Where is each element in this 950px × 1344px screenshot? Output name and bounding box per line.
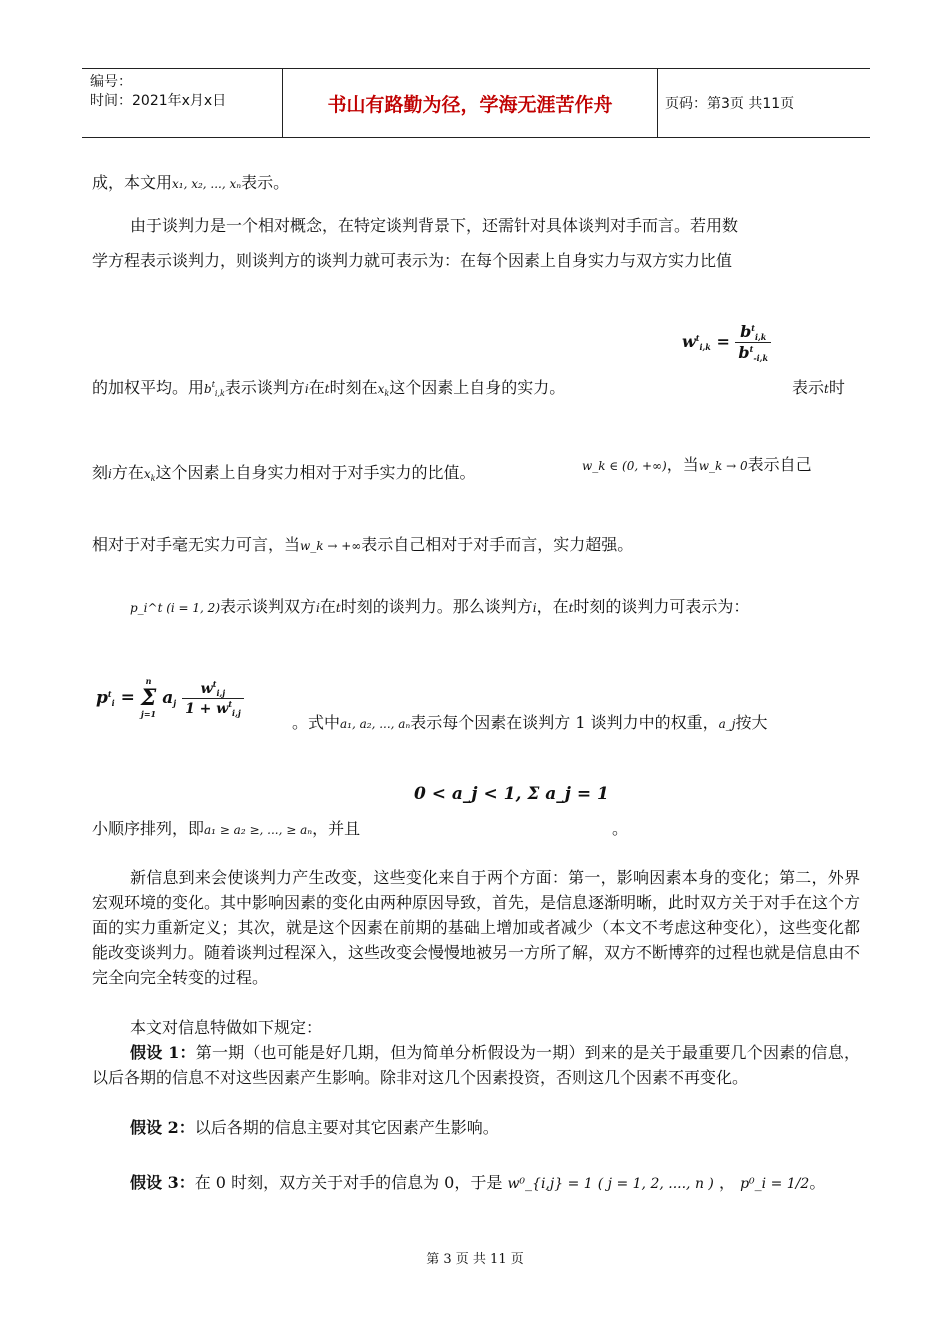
text-line-4: 的加权平均。用$b^t_{i,k}$表示谈判方i在t时刻在$x_k$这个因素上自身的实力。: [92, 378, 566, 398]
paragraph-info: 新信息到来会使谈判力产生改变，这些变化来自于两个方面：第一，影响因素本身的变化；第二，外界宏观环境的变化。其中影响因素的变化由两种原因导致，首先，是信息逐渐明晰，此时双方关于对手在这个方面的实力重新定义；其次，就是这个因素在前期的基础上增加或者减少（本文不考虑这种变化），这些变化都能改变谈判力。随着谈判过程深入，这些改变会慢慢地被另一方所了解，双方不断博弈的过程也就是信息由不完全向完全转变的过程。: [92, 868, 861, 987]
text-line-9: 小顺序排列，即a₁ ≥ a₂ ≥, ..., ≥ aₙ，并且: [92, 819, 361, 838]
formula-w0: w⁰_{i,j} = 1: [507, 1176, 593, 1192]
time-label: 时间：2021年x月x日: [90, 93, 227, 109]
text-line-5: 刻i方在$x_k$这个因素上自身实力相对于对手实力的比值。: [92, 463, 476, 483]
text-line-7: p_i^t (i = 1, 2)表示谈判双方i在t时刻的谈判力。那么谈判方i，在t时刻的谈判力可表示为：: [130, 597, 750, 616]
formula-w-range: w_k ∈ (0, +∞): [582, 459, 667, 473]
formula-a-order: a₁ ≥ a₂ ≥, ..., ≥ aₙ: [204, 823, 313, 837]
formula-w-to-inf: w_k → +∞: [300, 539, 362, 553]
paragraph-rule: 本文对信息特做如下规定：: [130, 1018, 323, 1037]
formula-condition: 0 < a_j < 1, Σ a_j = 1: [414, 784, 609, 804]
formula-p-def: p_i^t (i = 1, 2): [130, 601, 220, 615]
text-line-8: 。式中a₁, a₂, ..., aₙ表示每个因素在谈判方 1 谈判力中的权重，a_j按大: [292, 713, 768, 732]
formula-w-to-zero: w_k → 0: [698, 459, 748, 473]
formula-w-ratio: $w^t_{i,k}$ = $\frac{b^t_{i,k}}{b^t_{-i,k}}$: [682, 322, 771, 363]
page-footer: 第 3 页 共 11 页: [426, 1252, 524, 1267]
formula-b-var: $b^t_{i,k}$: [204, 380, 225, 398]
formula-p-sum: $p^t_i$ = n Σ j=1 $a_j$ $\frac{w^t_{i,j}}{1 + w^t_{i,j}}$: [96, 676, 244, 720]
assumption-2: 假设 2：以后各期的信息主要对其它因素产生影响。: [130, 1118, 499, 1137]
page-header: [82, 68, 870, 138]
text-line-5b: w_k ∈ (0, +∞)，当w_k → 0表示自己: [582, 455, 812, 474]
formula-a-list: a₁, a₂, ..., aₙ: [340, 717, 411, 731]
formula-p0: p⁰_i = 1/2: [740, 1176, 810, 1192]
text-line-3: 学方程表示谈判力，则谈判方的谈判力就可表示为：在每个因素上自身实力与双方实力比值: [92, 251, 733, 270]
serial-label: 编号：: [90, 74, 132, 90]
text-line-2: 由于谈判力是一个相对概念，在特定谈判背景下，还需针对具体谈判对手而言。若用数: [130, 216, 739, 235]
formula-j-range: ( j = 1, 2, ...., n ): [597, 1176, 714, 1192]
text-line-1: 成，本文用x₁, x₂, ..., xₙ表示。: [92, 173, 290, 192]
assumption-3: 假设 3：在 0 时刻，双方关于对手的信息为 0，于是 w⁰_{i,j} = 1 ( j = 1, 2, ...., n ) ， p⁰_i = 1/2。: [130, 1173, 826, 1192]
header-meta: [82, 69, 282, 141]
assumption-1: 假设 1：第一期（也可能是好几期，但为简单分析假设为一期）到来的是关于最重要几个因素的信息，以后各期的信息不对这些因素产生影响。除非对这几个因素投资，否则这几个因素不再变化。: [92, 1043, 860, 1087]
text-line-4b: 表示t时: [792, 378, 845, 397]
header-page: 页码：第3页 共11页: [665, 96, 795, 112]
text-line-6: 相对于对手毫无实力可言，当w_k → +∞表示自己相对于对手而言，实力超强。: [92, 535, 634, 554]
text-line-9b: 。: [612, 819, 629, 838]
formula-x-list: x₁, x₂, ..., xₙ: [172, 177, 242, 191]
header-motto: 书山有路勤为径，学海无涯苦作舟: [282, 69, 658, 137]
